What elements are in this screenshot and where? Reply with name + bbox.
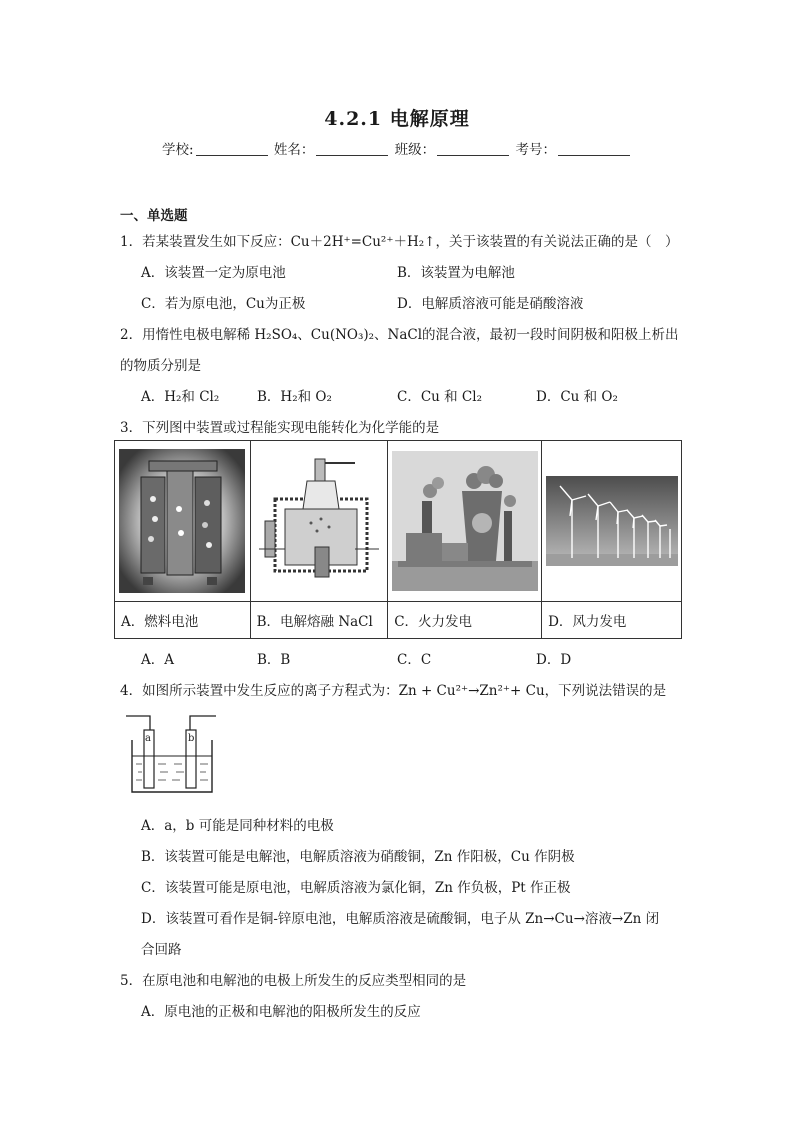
q3-option-b[interactable]: B．B bbox=[257, 652, 291, 668]
name-label: 姓名： bbox=[273, 142, 315, 158]
q5-option-a[interactable]: A．原电池的正极和电解池的阳极所发生的反应 bbox=[141, 1004, 421, 1020]
q3-image-table bbox=[114, 440, 682, 639]
school-blank[interactable] bbox=[196, 142, 268, 156]
q3-image-a-cell bbox=[115, 441, 251, 602]
q2-option-b[interactable]: B．H₂和 O₂ bbox=[257, 389, 332, 405]
q3-option-d[interactable]: D．D bbox=[536, 652, 572, 668]
q1-option-b[interactable]: B．该装置为电解池 bbox=[397, 265, 515, 281]
q5-stem: 5．在原电池和电解池的电极上所发生的反应类型相同的是 bbox=[120, 973, 467, 989]
q4-apparatus-diagram bbox=[122, 710, 222, 796]
electrode-b-label: b bbox=[188, 733, 195, 744]
name-blank[interactable] bbox=[316, 142, 388, 156]
q1-option-a[interactable]: A．该装置一定为原电池 bbox=[141, 265, 286, 281]
section-heading: 一、单选题 bbox=[120, 208, 188, 224]
class-blank[interactable] bbox=[437, 142, 509, 156]
q1-option-c[interactable]: C．若为原电池，Cu为正极 bbox=[141, 296, 306, 312]
thermal-power-image bbox=[392, 451, 538, 591]
fuel-cell-image bbox=[119, 449, 245, 593]
electrolysis-nacl-image bbox=[255, 451, 383, 591]
q3-option-c[interactable]: C．C bbox=[397, 652, 432, 668]
q3-caption-d: D．风力发电 bbox=[542, 602, 682, 639]
class-label: 班级： bbox=[394, 142, 436, 158]
q3-caption-c: C．火力发电 bbox=[388, 602, 542, 639]
q2-stem-line2: 的物质分别是 bbox=[120, 358, 201, 374]
q4-option-d-line1[interactable]: D．该装置可看作是铜-锌原电池，电解质溶液是硫酸铜，电子从 Zn→Cu→溶液→Zn 闭 bbox=[141, 911, 660, 927]
number-label: 考号： bbox=[515, 142, 556, 158]
electrode-a-label: a bbox=[145, 733, 151, 744]
student-info-line bbox=[0, 138, 794, 158]
q3-image-c-cell bbox=[388, 441, 542, 602]
q1-option-d[interactable]: D．电解质溶液可能是硝酸溶液 bbox=[397, 296, 584, 312]
q4-option-d-line2: 合回路 bbox=[141, 942, 182, 958]
q4-stem: 4．如图所示装置中发生反应的离子方程式为：Zn + Cu²⁺→Zn²⁺+ Cu，下列说法错误的是 bbox=[120, 683, 667, 699]
q3-image-b-cell bbox=[250, 441, 388, 602]
wind-power-image bbox=[546, 476, 678, 566]
q2-option-d[interactable]: D．Cu 和 O₂ bbox=[536, 389, 618, 405]
q1-stem: 1．若某装置发生如下反应：Cu＋2H⁺=Cu²⁺＋H₂↑，关于该装置的有关说法正确的是（ ） bbox=[120, 234, 679, 250]
q3-option-a[interactable]: A．A bbox=[141, 652, 174, 668]
q3-stem: 3．下列图中装置或过程能实现电能转化为化学能的是 bbox=[120, 420, 440, 436]
q2-stem-line1: 2．用惰性电极电解稀 H₂SO₄、Cu(NO₃)₂、NaCl的混合液，最初一段时间阴极和阳极上析出 bbox=[120, 327, 679, 343]
q4-option-c[interactable]: C．该装置可能是原电池，电解质溶液为氯化铜，Zn 作负极，Pt 作正极 bbox=[141, 880, 571, 896]
q3-image-d-cell bbox=[542, 441, 682, 602]
q4-option-a[interactable]: A．a，b 可能是同种材料的电极 bbox=[141, 818, 334, 834]
page-title: 4.2.1 电解原理 bbox=[324, 108, 470, 130]
q3-caption-b: B．电解熔融 NaCl bbox=[250, 602, 388, 639]
q4-option-b[interactable]: B．该装置可能是电解池，电解质溶液为硝酸铜，Zn 作阳极，Cu 作阴极 bbox=[141, 849, 575, 865]
q2-option-a[interactable]: A．H₂和 Cl₂ bbox=[141, 389, 220, 405]
q3-caption-a: A．燃料电池 bbox=[115, 602, 251, 639]
school-label: 学校: bbox=[162, 142, 194, 158]
q2-option-c[interactable]: C．Cu 和 Cl₂ bbox=[397, 389, 482, 405]
number-blank[interactable] bbox=[558, 142, 630, 156]
